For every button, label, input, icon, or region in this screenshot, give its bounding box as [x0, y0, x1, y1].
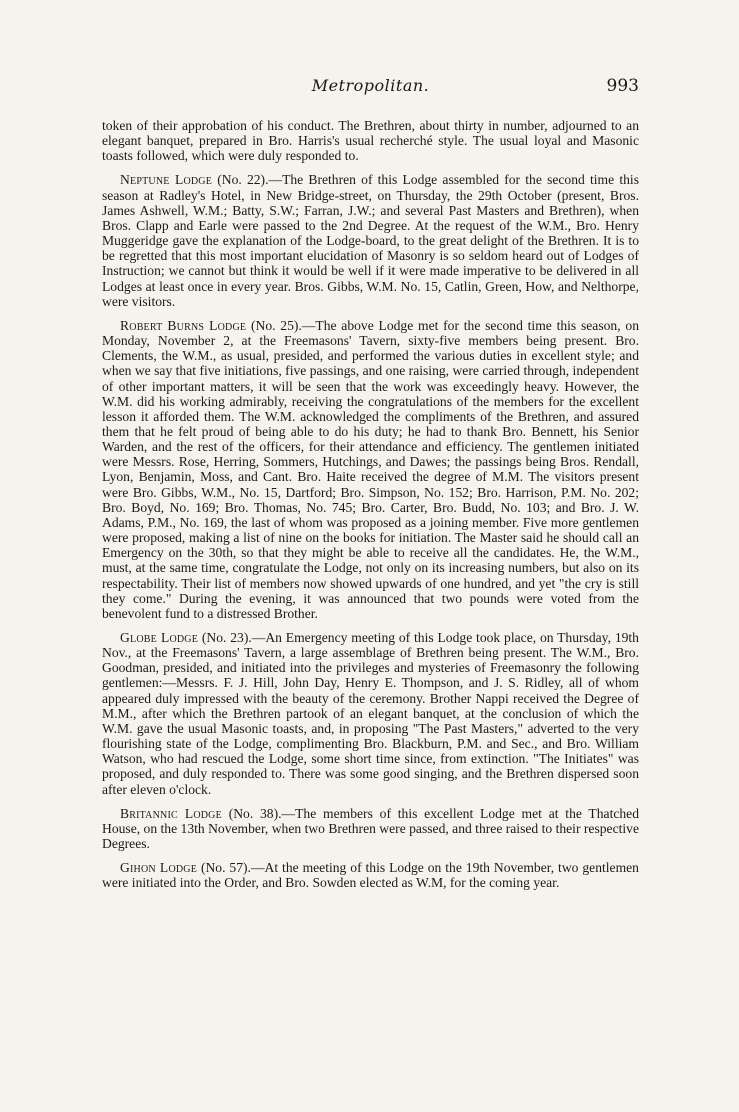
page-number: 993: [606, 76, 639, 96]
paragraph-britannic-lodge: [102, 806, 639, 851]
paragraph-continuation: [102, 118, 639, 163]
paragraph-text: (No. 38).—The members of this excellent Lodge met at the Thatched House, on the 13th November, when two Brethren were passed, and three raised to their respective Degrees.: [102, 805, 640, 852]
lodge-name: Britannic Lodge: [120, 805, 222, 821]
paragraph-text: token of their approbation of his conduct. The Brethren, about thirty in number, adjourned to an elegant banquet, prepared in Bro. Harris's usual recherché style. The usual loyal and Masonic toasts followed, which were duly responded to.: [102, 118, 639, 164]
paragraph-gihon-lodge: [102, 860, 639, 890]
paragraph-text: (No. 57).—At the meeting of this Lodge on the 19th November, two gentlemen were initiated into the Order, and Bro. Sowden elected as W.M, for the coming year.: [102, 860, 639, 891]
paragraph-neptune-lodge: [102, 172, 639, 308]
paragraph-globe-lodge: [102, 630, 639, 797]
lodge-name: Neptune Lodge: [120, 172, 213, 188]
page-header: [102, 76, 639, 100]
lodge-name: Globe Lodge: [120, 630, 199, 645]
article-body: [102, 118, 639, 900]
lodge-name: Gihon Lodge: [120, 860, 198, 876]
paragraph-text: (No. 23).—An Emergency meeting of this Lodge took place, on Thursday, 19th Nov., at the Freemasons' Tavern, a large assemblage of Brethren being present. The W.M., Bro. Goodman, presided, and initiated into the privileges and mysteries of Freemasonry the following gentlemen:—Messrs. F. J. Hill, John Day, Henry E. Thompson, and J. S. Ridley, all of whom appeared duly impressed with the beauty of the ceremony. Brother Nappi received the Degree of M.M., after which the Brethren partook of an elegant banquet, at the conclusion of which the W.M. gave the usual Masonic toasts, and, in proposing "The Past Masters," adverted to the very flourishing state of the Lodge, complimenting Bro. Blackburn, P.M. and Sec., and Bro. William Watson, who had rescued the Lodge, some short time since, from extinction. "The Initiates" was proposed, and duly responded to. There was some good singing, and the Brethren dispersed soon after eleven o'clock.: [102, 630, 639, 797]
paragraph-text: (No. 25).—The above Lodge met for the second time this season, on Monday, November 2, at the Freemasons' Tavern, sixty-five members being present. Bro. Clements, the W.M., as usual, presided, and performed the various duties in excellent style; and when we say that five initiations, five passings, and one raising, were carried through, independent of other important matters, it will be seen that the work was exceedingly heavy. However, the W.M. did his working admirably, receiving the congratulations of the members for the excellent lesson it afforded them. The W.M. acknowledged the compliments of the Brethren, and assured them that he felt proud of being able to do his duty; he had to thank Bro. Bennett, his Senior Warden, and the rest of the officers, for their attendance and efficiency. The gentlemen initiated were Messrs. Rose, Herring, Sommers, Hutchings, and Dawes; the passings being Bros. Rendall, Lyon, Benjamin, Moss, and Cant. Bro. Haite received the degree of M.M. The visitors present were Bro. Gibbs, W.M., No. 15, Dartford; Bro. Simpson, No. 152; Bro. Harrison, P.M. No. 202; Bro. Boyd, No. 169; Bro. Thomas, No. 745; Bro. Carter, Bro. Budd, No. 103; and Bro. J. W. Adams, P.M., No. 169, the last of whom was proposed as a joining member. Five more gentlemen were proposed, making a list of nine on the books for initiation. The Master said he should call an Emergency on the 30th, so that they might be able to receive all the candidates. He, the W.M., must, at the same time, congratulate the Lodge, not only on its increasing numbers, but also on its respectability. Their list of members now showed upwards of one hundred, and yet "the cry is still they come." During the evening, it was announced that two pounds were voted from the benevolent fund to a distressed Brother.: [102, 317, 639, 621]
running-title: Metropolitan.: [311, 76, 430, 95]
lodge-name: Robert Burns Lodge: [120, 317, 247, 333]
paragraph-robert-burns-lodge: [102, 318, 639, 621]
paragraph-text: (No. 22).—The Brethren of this Lodge assembled for the second time this season at Radley's Hotel, in New Bridge-street, on Thursday, the 29th October (present, Bros. James Ashwell, W.M.; Batty, S.W.; Farran, J.W.; and several Past Masters and Brethren), when Bros. Clapp and Earle were passed to the 2nd Degree. At the request of the W.M., Bro. Henry Muggeridge gave the explanation of the Lodge-board, to the great delight of the Brethren. It is to be regretted that this most important elucidation of Masonry is so seldom heard out of Lodges of Instruction; we cannot but think it would be well if it were made imperative to be delivered in all Lodges at least once in every year. Bros. Gibbs, W.M. No. 15, Catlin, Green, How, and Nelthorpe, were visitors.: [102, 172, 639, 309]
